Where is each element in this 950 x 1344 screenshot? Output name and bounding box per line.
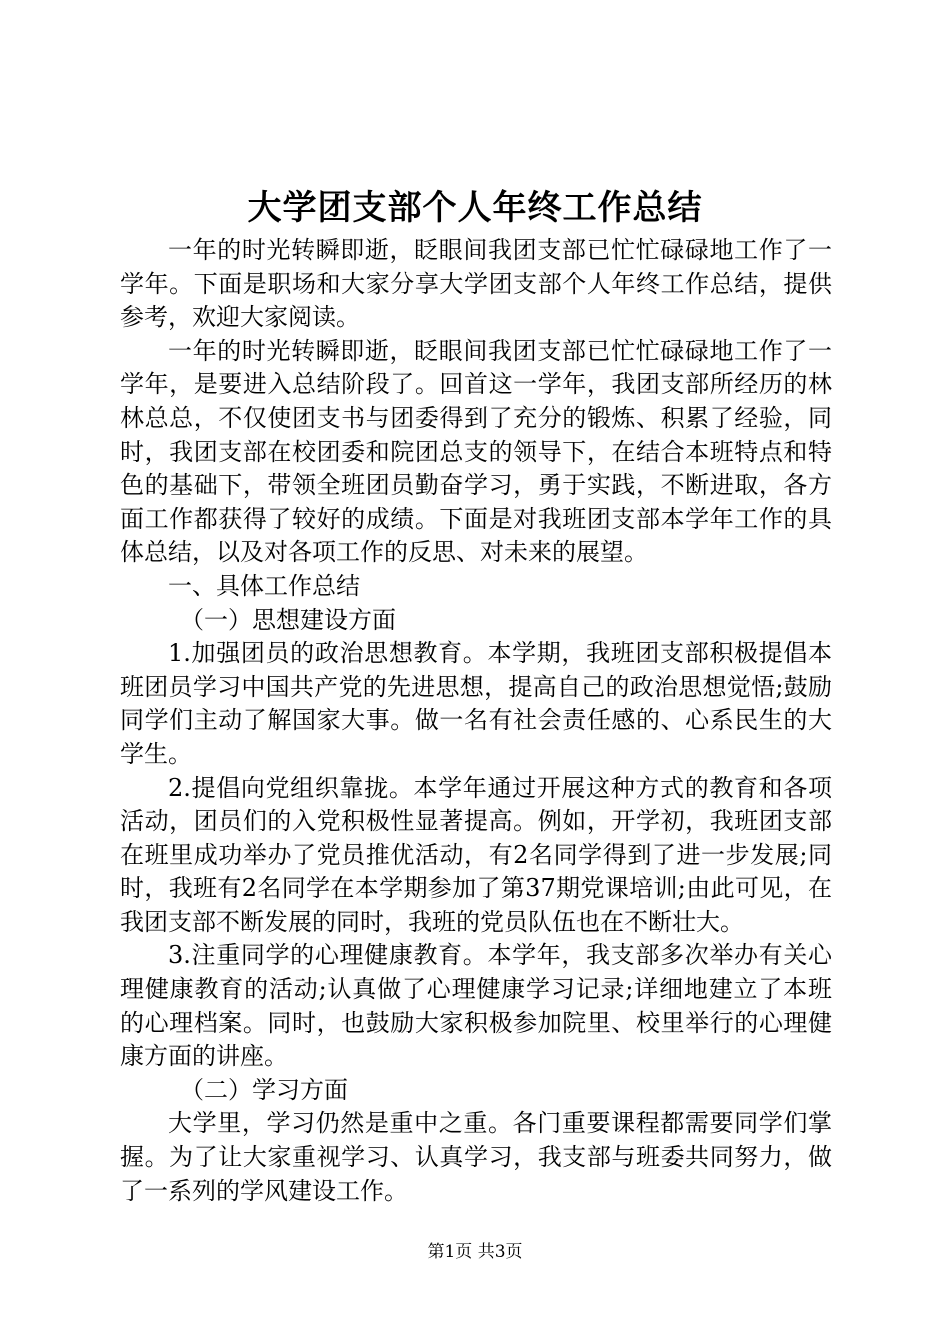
paragraph-item-2: 2.提倡向党组织靠拢。本学年通过开展这种方式的教育和各项活动，团员们的入党积极性显著提高。例如，开学初，我班团支部在班里成功举办了党员推优活动，有2名同学得到了进一步发展;同时，我班有2名同学在本学期参加了第37期党课培训;由此可见，在我团支部不断发展的同时，我班的党员队伍也在不断壮大。: [120, 773, 832, 936]
paragraph-study: 大学里，学习仍然是重中之重。各门重要课程都需要同学们掌握。为了让大家重视学习、认真学习，我支部与班委共同努力，做了一系列的学风建设工作。: [120, 1109, 832, 1205]
section-heading: 一、具体工作总结: [168, 571, 360, 600]
subsection-heading-ideology: （一）思想建设方面: [180, 605, 396, 634]
paragraph-intro: 一年的时光转瞬即逝，眨眼间我团支部已忙忙碌碌地工作了一学年。下面是职场和大家分享大学团支部个人年终工作总结，提供参考，欢迎大家阅读。: [120, 236, 832, 332]
document-title: 大学团支部个人年终工作总结: [247, 188, 703, 228]
subsection-heading-study: （二）学习方面: [180, 1075, 348, 1104]
paragraph-overview: 一年的时光转瞬即逝，眨眼间我团支部已忙忙碌碌地工作了一学年，是要进入总结阶段了。回首这一学年，我团支部所经历的林林总总，不仅使团支书与团委得到了充分的锻炼、积累了经验，同时，我团支部在校团委和院团总支的领导下，在结合本班特点和特色的基础下，带领全班团员勤奋学习，勇于实践，不断进取，各方面工作都获得了较好的成绩。下面是对我班团支部本学年工作的具体总结，以及对各项工作的反思、对未来的展望。: [120, 336, 832, 567]
paragraph-item-3: 3.注重同学的心理健康教育。本学年，我支部多次举办有关心理健康教育的活动;认真做了心理健康学习记录;详细地建立了本班的心理档案。同时，也鼓励大家积极参加院里、校里举行的心理健康方面的讲座。: [120, 941, 832, 1071]
document-body: [120, 234, 832, 1208]
paragraph-item-1: 1.加强团员的政治思想教育。本学期，我班团支部积极提倡本班团员学习中国共产党的先进思想，提高自己的政治思想觉悟;鼓励同学们主动了解国家大事。做一名有社会责任感的、心系民生的大学生。: [120, 639, 832, 768]
page-number-footer: 第1页 共3页: [427, 1242, 523, 1262]
